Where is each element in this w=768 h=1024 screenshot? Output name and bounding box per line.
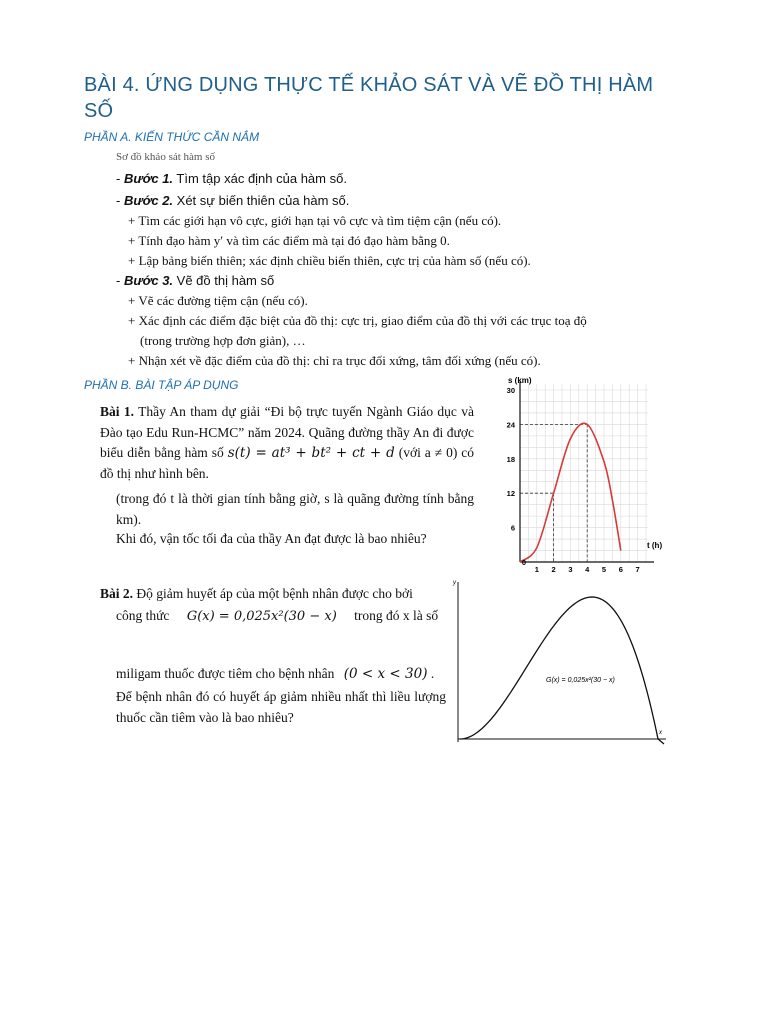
chart2-annotation: G(x) = 0,025x²(30 − x) — [546, 677, 615, 684]
chart1-x-tick-label: 3 — [568, 565, 573, 574]
step2-item: + Tính đạo hàm y′ và tìm các điểm mà tại đó đạo hàm bằng 0. — [128, 233, 450, 248]
bai1-condition: (với a ≠ 0) có đồ thị như hình bên. — [100, 445, 475, 481]
chart1-origin-label: 0 — [521, 558, 527, 567]
bai1-text: Thầy An tham dự giải “Đi bộ trực tuyến Ngành Giáo dục và Đào tạo Edu Run-HCMC” năm 2024. Quãng đường thầy An đi được biểu diễn bằng hàm số — [100, 404, 474, 460]
chart1-ylabel: s (km) — [508, 376, 532, 385]
chart1-y-tick-label: 18 — [506, 454, 515, 464]
bai2-range: (0 < x < 30) — [343, 666, 428, 682]
bai2-line3: miligam thuốc được tiêm cho bệnh nhân (0 < x < 30) . — [116, 666, 435, 682]
chart1-y-tick-label: 30 — [506, 386, 515, 395]
bai2-line1 — [100, 584, 446, 605]
step3-text: Vẽ đồ thị hàm số — [173, 273, 275, 288]
step1-text: Tìm tập xác định của hàm số. — [173, 171, 347, 186]
step3-item: + Nhận xét về đặc điểm của đồ thị: chỉ ra trục đối xứng, tâm đối xứng (nếu có). — [128, 353, 541, 368]
chart2-series-line — [460, 597, 664, 744]
chart1-y-tick-label: 24 — [506, 420, 515, 430]
chart1-x-tick-label: 2 — [551, 565, 556, 574]
step1-line: - Bước 1. Tìm tập xác định của hàm số. — [116, 171, 347, 186]
step2-item: + Tìm các giới hạn vô cực, giới hạn tại vô cực và tìm tiệm cận (nếu có). — [128, 213, 502, 228]
step2-text: Xét sự biến thiên của hàm số. — [173, 193, 350, 208]
bai1-question: Khi đó, vận tốc tối đa của thầy An đạt được là bao nhiêu? — [116, 531, 427, 546]
step3-item: (trong trường hợp đơn giản), … — [140, 333, 306, 348]
bai1-formula: s(t) = at³ + bt² + ct + d — [227, 445, 395, 461]
step2-line: - Bước 2. Xét sự biến thiên của hàm số. — [116, 193, 350, 208]
chart2-xlabel: x — [659, 730, 662, 736]
chart1-grid — [520, 384, 648, 562]
step3-label: Bước 3. — [123, 273, 174, 288]
bai2-text: Độ giảm huyết áp của một bệnh nhân được cho bởi — [133, 586, 413, 601]
chart1-y-tick-label: 12 — [506, 489, 515, 499]
step1-label: Bước 1. — [123, 171, 174, 186]
bai2-text-2: miligam thuốc được tiêm cho bệnh nhân — [116, 666, 335, 681]
step2-item: + Lập bảng biến thiên; xác định chiều biến thiên, cực trị của hàm số (nếu có). — [128, 253, 531, 268]
bai2-text-c: trong đó x là số — [354, 608, 439, 623]
section-b-heading: PHẦN B. BÀI TẬP ÁP DỤNG — [84, 378, 239, 392]
blood-pressure-chart — [448, 576, 674, 748]
bai2-line2 — [116, 606, 450, 628]
step3-item: + Xác định các điểm đặc biệt của đồ thị: cực trị, giao điểm của đồ thị với các trục toạ độ — [128, 313, 587, 328]
step3-line: - Bước 3. Vẽ đồ thị hàm số — [116, 273, 275, 288]
chart1-x-tick-label: 7 — [635, 565, 640, 574]
chart1-x-tick-label: 4 — [585, 565, 590, 574]
step2-label: Bước 2. — [123, 193, 174, 208]
chart1-y-ticks — [507, 386, 516, 533]
bai2-label: Bài 2. — [100, 586, 134, 601]
bai2-question: Để bệnh nhân đó có huyết áp giảm nhiều nhất thì liều lượng thuốc cần tiêm vào là bao nhiêu? — [116, 689, 446, 725]
bai1-paragraph — [100, 402, 474, 484]
step3-item: + Vẽ các đường tiệm cận (nếu có). — [128, 293, 308, 308]
section-a-heading: PHẦN A. KIẾN THỨC CẦN NẮM — [84, 130, 260, 144]
chart2-ylabel: y — [453, 580, 456, 586]
chart1-xlabel: t (h) — [647, 541, 663, 550]
bai1-note: (trong đó t là thời gian tính bằng giờ, s là quãng đường tính bằng km). — [116, 491, 474, 527]
chart1-x-tick-label: 6 — [618, 565, 623, 574]
intro-line: Sơ đồ khảo sát hàm số — [116, 151, 216, 163]
chart1-y-tick-label: 6 — [510, 523, 515, 533]
chart1-x-tick-label: 5 — [601, 565, 607, 574]
distance-chart — [484, 372, 663, 574]
bai1-label: Bài 1. — [100, 404, 134, 419]
chart1-x-ticks — [535, 565, 640, 574]
chart1-x-tick-label: 1 — [534, 565, 539, 574]
bai2-formula: G(x) = 0,025x²(30 − x) — [186, 609, 337, 624]
bai2-text-b: công thức — [116, 608, 170, 623]
page-title: BÀI 4. ỨNG DỤNG THỰC TẾ KHẢO SÁT VÀ VẼ ĐỒ THỊ HÀM SỐ — [84, 74, 654, 122]
